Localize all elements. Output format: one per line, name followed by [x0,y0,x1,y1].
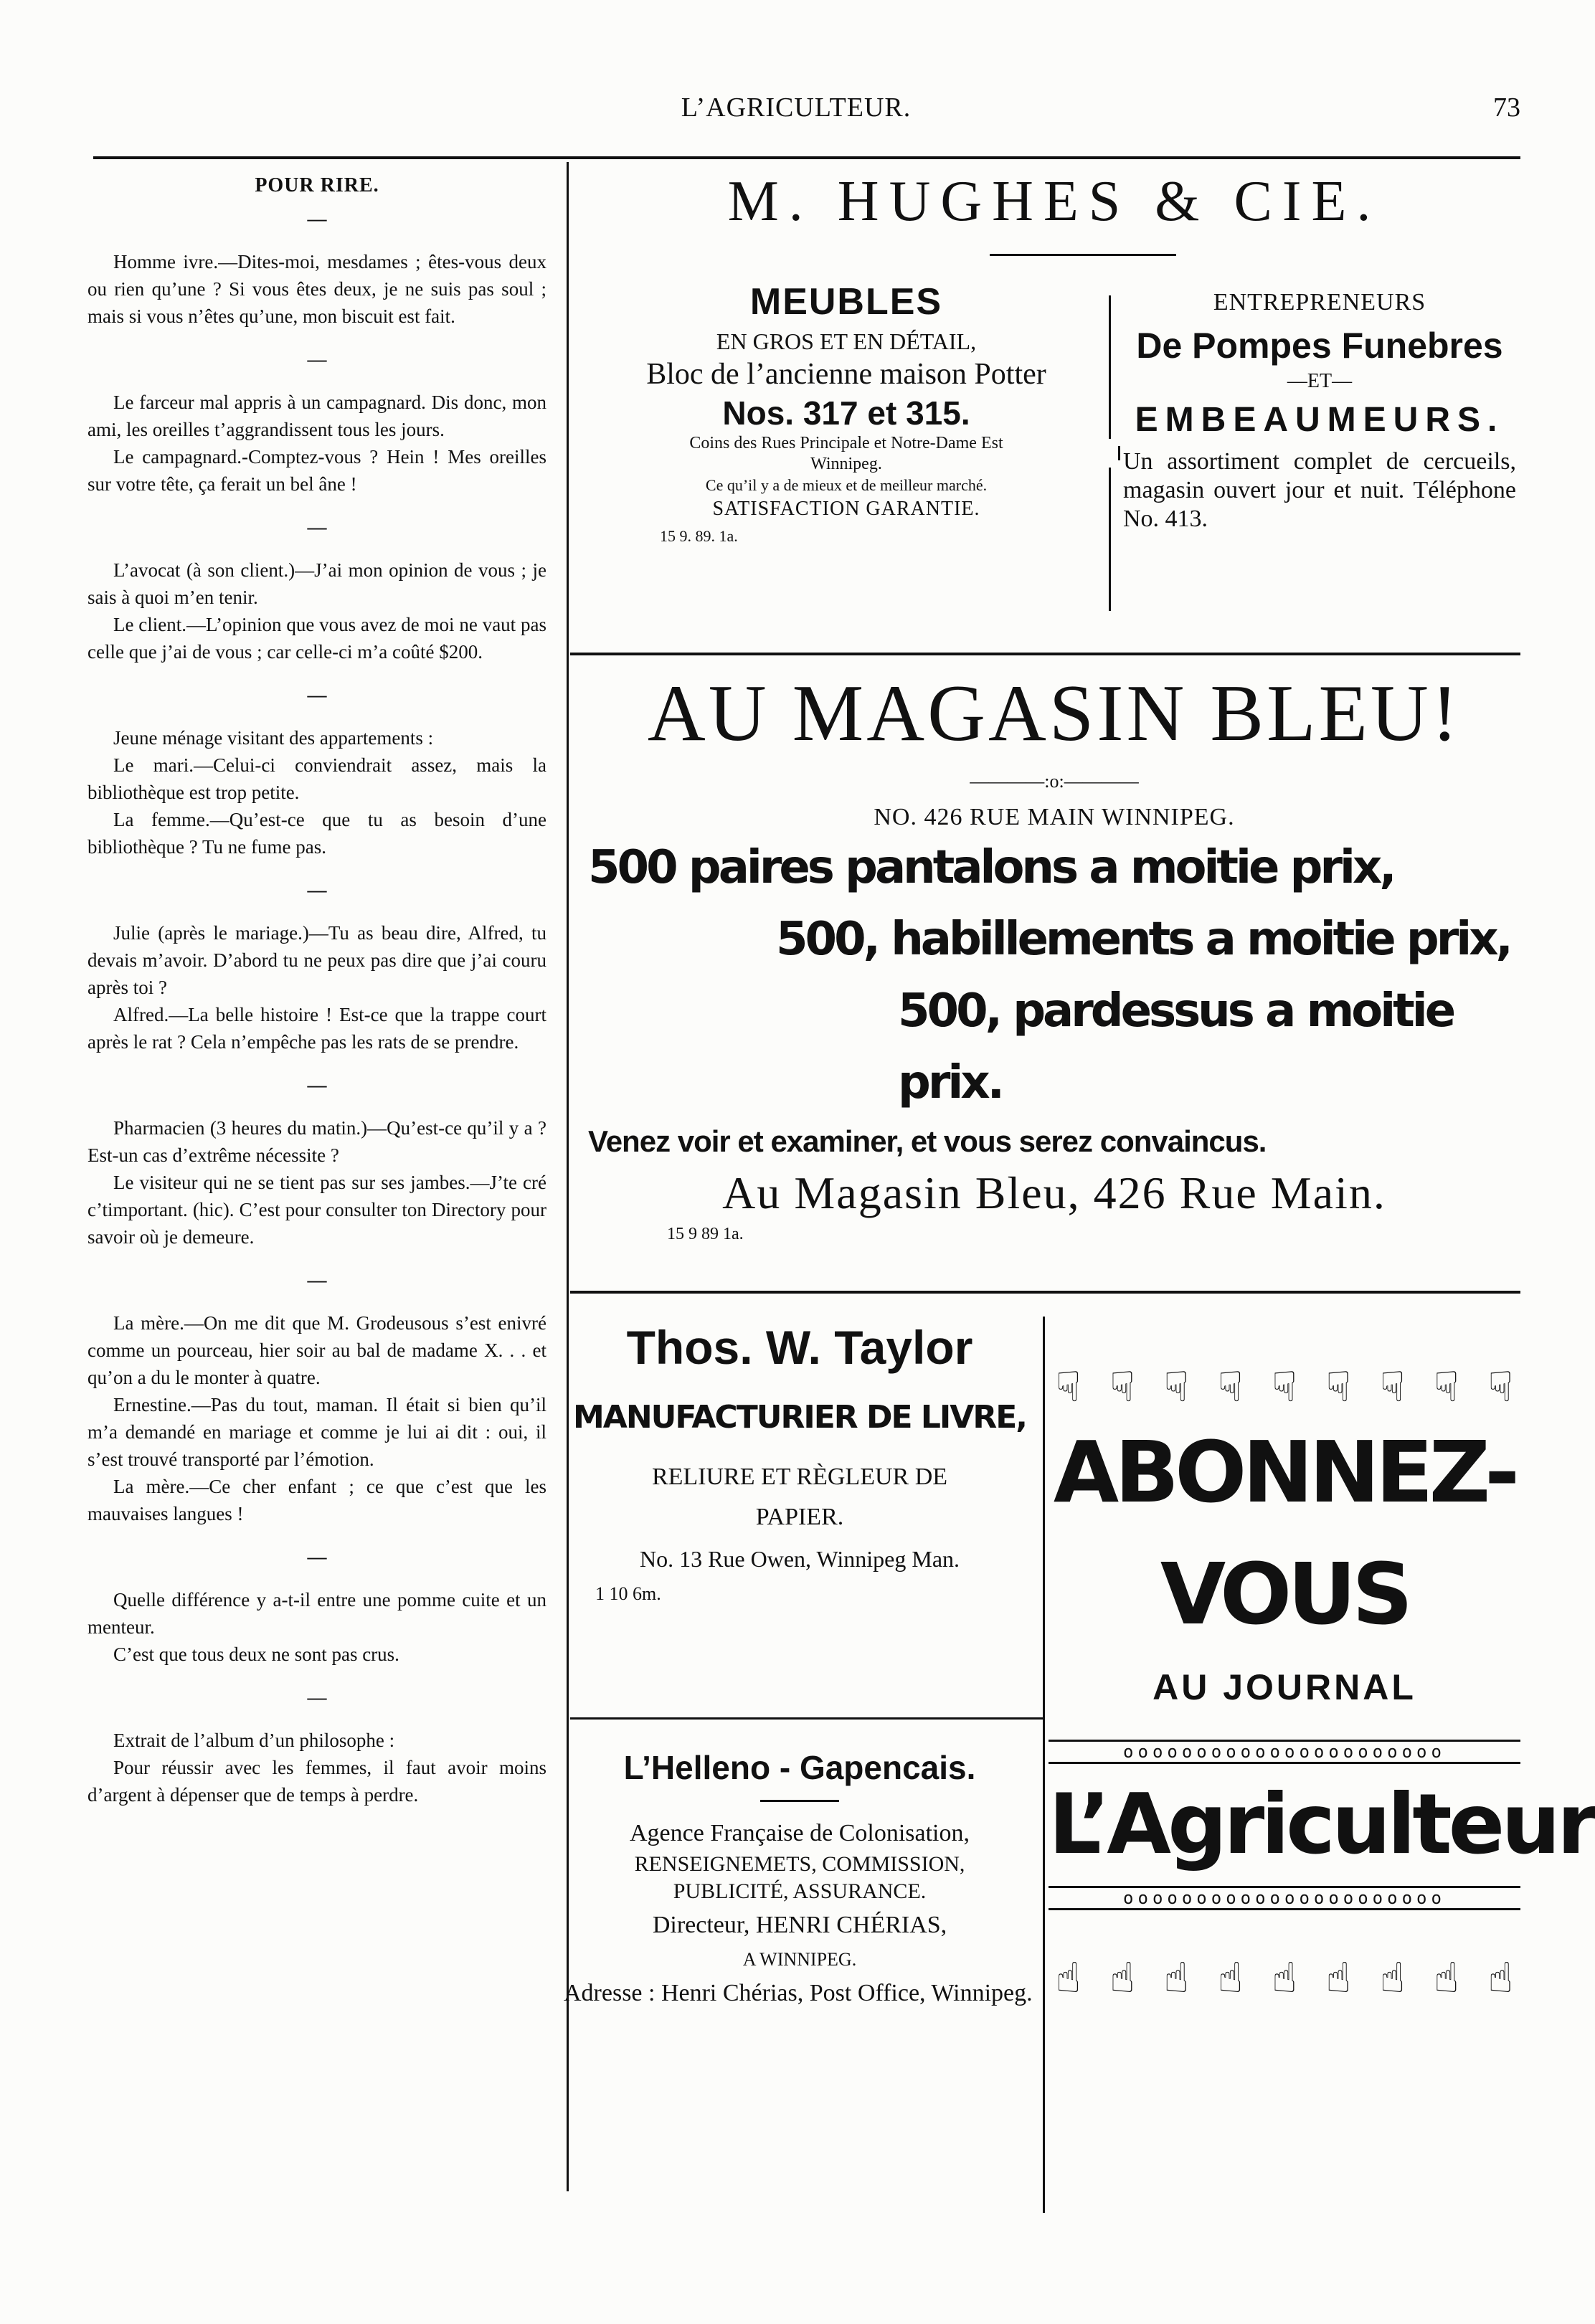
ad-divider-1 [570,653,1520,655]
separator: — [307,1269,327,1291]
pointing-hands-top [1049,1362,1520,1411]
meubles-block [588,277,1104,551]
pompes-line3: —ET— [1287,370,1353,392]
separator: — [307,208,327,229]
magasin-item2: 500, habillements a moitie prix, [776,913,1510,966]
meubles-line5: Ce qu’il y a de mieux et de meilleur marché. [705,476,988,494]
ornament-bottom [1049,1886,1520,1910]
joke-paragraph: L’avocat (à son client.)—J’ai mon opinion de vous ; je sais à quoi m’en tenir. [87,559,546,608]
taylor-line2: RELIURE ET RÈGLEUR DE [651,1464,948,1490]
journal-name: L’Agriculteur [1049,1776,1595,1873]
joke-paragraph: La mère.—Ce cher enfant ; ce que c’est que les mauvaises langues ! [87,1476,546,1524]
joke-paragraph: Ernestine.—Pas du tout, maman. Il était si bien qu’il m’a demandé en mariage et comme je lui ai dit : oui, il s’est trouvé transporté par l’émotion. [87,1394,546,1470]
meubles-numbers: Nos. 317 et 315. [722,394,970,432]
meubles-line4: Winnipeg. [810,455,882,473]
taylor-address: No. 13 Rue Owen, Winnipeg Man. [639,1546,960,1572]
pointing-hand-icon: ☟ [1434,1362,1459,1411]
hughes-title: M. HUGHES & CIE. [727,170,1381,233]
helleno-line1: Agence Française de Colonisation, [630,1820,970,1846]
separator: — [307,1546,327,1567]
pointing-hand-icon: ☟ [1217,1362,1244,1411]
meubles-line6: SATISFACTION GARANTIE. [712,498,980,520]
magasin-code: 15 9 89 1a. [667,1225,744,1243]
joke-paragraph: Homme ivre.—Dites-moi, mesdames ; êtes-vous deux ou rien qu’une ? Si vous êtes deux, je ne suis pas soul ; mais si vous n’êtes qu’une, mon biscuit est fait. [87,251,546,327]
ornament-row-bottom: oooooooooooooooooooooo [1123,1888,1446,1908]
joke [87,724,546,860]
hughes-ad [588,169,1520,545]
joke [87,1586,546,1668]
pointing-hand-icon: ☟ [1325,1362,1351,1411]
ornament-row-top: oooooooooooooooooooooo [1123,1742,1446,1762]
pointing-hand-icon: ☝ [1325,1953,1351,2002]
joke [87,1727,546,1808]
helleno-line2: RENSEIGNEMETS, COMMISSION, [634,1852,965,1876]
joke-paragraph: Le campagnard.-Comptez-vous ? Hein ! Mes oreilles sur votre tête, ça ferait un bel âne ! [87,446,546,495]
pointing-hand-icon: ☟ [1272,1362,1297,1411]
separator: — [307,516,327,538]
ornament-top [1049,1740,1520,1764]
taylor-code: 1 10 6m. [595,1583,661,1604]
joke-paragraph: Jeune ménage visitant des appartements : [113,727,434,749]
joke-paragraph: La femme.—Qu’est-ce que tu as besoin d’une bibliothèque ? Tu ne fume pas. [87,809,546,858]
ad-divider-3 [570,1717,1043,1720]
joke-paragraph: Quelle différence y a-t-il entre une pomme cuite et un menteur. [87,1589,546,1638]
magasin-divider: ————:o:———— [970,771,1139,792]
taylor-line3: PAPIER. [755,1504,844,1530]
pompes-line1: ENTREPRENEURS [1213,289,1426,316]
joke-paragraph: Le visiteur qui ne se tient pas sur ses jambes.—J’te cré c’timportant. (hic). C’est pour consulter ton Directory pour savoir où je demeure. [87,1172,546,1248]
abonnez-line2: AU JOURNAL [1153,1667,1416,1707]
pointing-hand-icon: ☝ [1434,1953,1459,2002]
pointing-hand-icon: ☝ [1056,1953,1082,2002]
joke-paragraph: Le farceur mal appris à un campagnard. Dis donc, mon ami, les oreilles t’aggrandissent tous les jours. [87,392,546,440]
separator: — [307,879,327,901]
pointing-hand-icon: ☝ [1487,1953,1513,2002]
helleno-line5: A WINNIPEG. [742,1949,857,1970]
pompes-block [1119,284,1520,533]
magasin-footer: Au Magasin Bleu, 426 Rue Main. [722,1167,1386,1218]
magasin-bleu-ad [588,667,1520,1246]
meubles-line1: EN GROS ET EN DÉTAIL, [716,328,977,354]
ad-divider-2 [570,1291,1520,1294]
joke-paragraph: C’est que tous deux ne sont pas crus. [113,1644,399,1665]
pompes-line5: Un assortiment complet de cercueils, magasin ouvert jour et nuit. Téléphone No. 413. [1123,448,1516,532]
pointing-hand-icon: ☝ [1379,1953,1406,2002]
lower-column-divider [1043,1317,1045,2213]
joke-paragraph: Julie (après le mariage.)—Tu as beau dire, Alfred, tu devais m’avoir. D’abord tu ne peux pas dire que j’ai couru après toi ? [87,922,546,998]
joke [87,1309,546,1527]
pointing-hand-icon: ☝ [1163,1953,1189,2002]
header-rule [93,156,1520,159]
magasin-item1: 500 paires pantalons a moitie prix, [588,841,1394,894]
pompes-line4: EMBEAUMEURS. [1135,401,1505,439]
meubles-label: MEUBLES [749,281,943,323]
taylor-name: Thos. W. Taylor [626,1321,973,1374]
joke [87,919,546,1056]
pointing-hands-bottom [1049,1910,1520,2002]
magasin-item3: 500, pardessus a moitie prix. [898,985,1454,1109]
page-number: 73 [1493,93,1520,123]
taylor-ad [567,1317,1033,1608]
meubles-line2: Bloc de l’ancienne maison Potter [646,358,1046,391]
running-head-title: L’AGRICULTEUR. [681,93,912,123]
pointing-hand-icon: ☟ [1056,1362,1082,1411]
pour-rire-column [87,172,546,1824]
magasin-slogan: Venez voir et examiner, et vous serez convaincus. [588,1124,1267,1158]
helleno-title: L’Helleno - Gapencais. [623,1749,976,1786]
pointing-hand-icon: ☟ [1487,1362,1513,1411]
hughes-rule [990,254,1176,256]
separator: — [307,348,327,370]
helleno-rule [760,1800,839,1802]
joke-paragraph: Pour réussir avec les femmes, il faut avoir moins d’argent à dépenser que de temps à perdre. [87,1757,546,1806]
joke-paragraph: Le mari.—Celui-ci conviendrait assez, mais la bibliothèque est trop petite. [87,754,546,803]
joke-paragraph: Extrait de l’album d’un philosophe : [113,1730,395,1751]
pointing-hand-icon: ☟ [1109,1362,1135,1411]
separator: — [307,684,327,706]
meubles-line3: Coins des Rues Principale et Notre-Dame Est [689,434,1003,452]
pointing-hand-icon: ☝ [1272,1953,1297,2002]
pointing-hand-icon: ☟ [1379,1362,1406,1411]
column-heading: POUR RIRE. [255,174,379,196]
joke-paragraph: Le client.—L’opinion que vous avez de moi ne vaut pas celle que j’ai de vous ; car celle-ci m’a coûté $200. [87,614,546,663]
magasin-address: NO. 426 RUE MAIN WINNIPEG. [874,804,1235,830]
abonnez-line1: ABONNEZ-VOUS [1053,1423,1516,1644]
abonnez-ad [1049,1362,1595,2002]
taylor-line1: MANUFACTURIER DE LIVRE, [572,1399,1026,1436]
separator: — [307,1687,327,1708]
jokes-list [87,248,546,1808]
helleno-line6: Adresse : Henri Chérias, Post Office, Winnipeg. [564,1980,1033,2006]
joke-paragraph: La mère.—On me dit que M. Grodeusous s’est enivré comme un pourceau, hier soir au bal de madame X. . . et qu’on a du le monter à quatre. [87,1312,546,1388]
joke-paragraph: Alfred.—La belle histoire ! Est-ce que la trappe court après le rat ? Cela n’empêche pas les rats de se prendre. [87,1004,546,1053]
magasin-title: AU MAGASIN BLEU! [647,669,1462,758]
helleno-line3: PUBLICITÉ, ASSURANCE. [673,1879,927,1903]
joke [87,1114,546,1251]
helleno-ad [559,1742,1040,2013]
joke-paragraph: Pharmacien (3 heures du matin.)—Qu’est-ce qu’il y a ? Est-un cas d’extrême nécessite ? [87,1117,546,1166]
separator: — [307,1074,327,1096]
pompes-line2: De Pompes Funebres [1136,326,1503,366]
pointing-hand-icon: ☝ [1217,1953,1244,2002]
joke [87,556,546,665]
joke [87,389,546,498]
pointing-hand-icon: ☝ [1109,1953,1135,2002]
helleno-line4: Directeur, HENRI CHÉRIAS, [652,1912,947,1938]
joke [87,248,546,330]
pointing-hand-icon: ☟ [1163,1362,1189,1411]
brace [1109,295,1112,611]
meubles-code: 15 9. 89. 1a. [660,527,738,545]
